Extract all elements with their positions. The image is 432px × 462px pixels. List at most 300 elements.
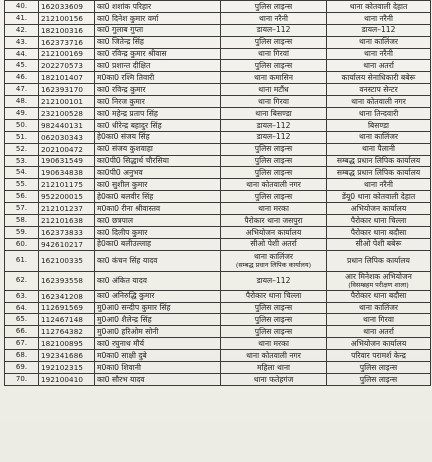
name-cell <box>95 155 221 167</box>
to-posting-cell-text: थाना पैलानी <box>361 144 396 154</box>
name-cell-text: का0 अनिरुद्धि कुमार <box>97 291 155 301</box>
pno-cell <box>39 302 95 314</box>
name-cell <box>95 72 221 84</box>
from-posting-cell <box>221 131 327 143</box>
from-posting-cell <box>221 326 327 338</box>
to-posting-cell <box>327 1 431 13</box>
serial-cell-text: 60. <box>15 239 28 248</box>
pno-cell-text: 162373833 <box>41 227 84 237</box>
from-posting-cell <box>221 302 327 314</box>
pno-cell-text: 182100316 <box>41 25 84 35</box>
name-cell <box>95 338 221 350</box>
name-cell <box>95 143 221 155</box>
serial-cell <box>5 12 39 24</box>
from-posting-cell <box>221 119 327 131</box>
to-posting-cell-text: थाना नरैनी <box>364 180 393 189</box>
serial-cell-text: 52. <box>15 144 28 153</box>
from-posting-cell-text: महिला थाना <box>256 362 291 372</box>
to-posting-cell <box>327 326 431 338</box>
serial-cell <box>5 271 39 290</box>
pno-cell <box>39 338 95 350</box>
serial-cell <box>5 60 39 72</box>
from-posting-cell-text: थाना फतेहगंज <box>253 374 294 384</box>
pno-cell <box>39 326 95 338</box>
to-posting-cell-note: (विसम्ब्रहम परीक्षण शाला) <box>348 280 409 289</box>
serial-cell-text: 55. <box>15 180 28 189</box>
from-posting-cell <box>221 1 327 13</box>
pno-cell-text: 212101175 <box>41 180 84 190</box>
from-posting-cell <box>221 48 327 60</box>
from-posting-cell-text: पुलिस लाइन्स <box>254 1 293 11</box>
pno-cell <box>39 167 95 179</box>
pno-cell-text: 212100156 <box>41 13 84 23</box>
pno-cell-text: 202270573 <box>41 61 84 71</box>
pno-cell <box>39 191 95 203</box>
from-posting-cell-text: पुलिस लाइन्स <box>254 315 293 325</box>
pno-cell <box>39 96 95 108</box>
from-posting-cell <box>221 362 327 374</box>
to-posting-cell <box>327 226 431 238</box>
table-row <box>5 131 431 143</box>
from-posting-cell <box>221 36 327 48</box>
table-row <box>5 215 431 227</box>
serial-cell-text: 41. <box>15 13 28 22</box>
table-row <box>5 191 431 203</box>
to-posting-cell <box>327 362 431 374</box>
serial-cell-text: 66. <box>15 327 28 336</box>
to-posting-cell <box>327 84 431 96</box>
pno-cell <box>39 143 95 155</box>
to-posting-cell-text: थाना नरैनी <box>364 49 393 59</box>
to-posting-cell-text: थाना कोतवाली नगर <box>351 96 406 106</box>
name-cell <box>95 203 221 215</box>
from-posting-cell <box>221 238 327 250</box>
to-posting-cell <box>327 48 431 60</box>
from-posting-cell-text: पुलिस लाइन्स <box>254 61 293 71</box>
serial-cell <box>5 36 39 48</box>
name-cell <box>95 179 221 191</box>
serial-cell-text: 54. <box>15 168 28 177</box>
name-cell-text: का0 संजय कुशवाहा <box>97 144 153 154</box>
pno-cell <box>39 271 95 290</box>
to-posting-cell <box>327 36 431 48</box>
to-posting-cell-text: अभियोजन कार्यालय <box>350 338 407 348</box>
pno-cell-text: 942610217 <box>41 239 84 249</box>
pno-cell-text: 162033609 <box>41 1 84 11</box>
roster-body <box>5 1 431 386</box>
pno-cell-text: 162393558 <box>41 276 84 286</box>
serial-cell <box>5 72 39 84</box>
transfer-roster-table <box>4 0 431 386</box>
table-row <box>5 338 431 350</box>
serial-cell-text: 40. <box>15 1 28 10</box>
from-posting-cell <box>221 84 327 96</box>
pno-cell-text: 192100410 <box>41 374 84 384</box>
serial-cell <box>5 362 39 374</box>
pno-cell <box>39 12 95 24</box>
name-cell-text: हे0का0 बलवीर सिंह <box>97 191 154 201</box>
to-posting-cell <box>327 131 431 143</box>
from-posting-cell-text: डायल–112 <box>256 275 291 285</box>
name-cell-text: का0 निरज कुमार <box>97 96 145 106</box>
from-posting-cell-text: थाना मरका <box>258 203 289 213</box>
pno-cell-text: 112691569 <box>41 303 84 313</box>
name-cell <box>95 271 221 290</box>
serial-cell <box>5 191 39 203</box>
to-posting-cell-text: पुलिस लाइन्स <box>359 374 398 384</box>
to-posting-cell-text: आर मिनेशक अभियोजन <box>345 272 412 282</box>
from-posting-cell <box>221 250 327 271</box>
to-posting-cell-text: सम्बद्ध प्रधान लिपिक कार्यालय <box>336 156 421 166</box>
table-row <box>5 362 431 374</box>
from-posting-cell <box>221 155 327 167</box>
name-cell-text: म0का0 रश्मि तिवारी <box>97 72 155 82</box>
from-posting-cell-text: थाना कालिंजर <box>253 252 294 262</box>
table-row <box>5 24 431 36</box>
serial-cell-text: 42. <box>15 25 28 34</box>
from-posting-cell <box>221 191 327 203</box>
pno-cell <box>39 155 95 167</box>
name-cell <box>95 96 221 108</box>
from-posting-cell-text: थाना कोतवाली नगर <box>246 180 301 189</box>
table-row <box>5 238 431 250</box>
pno-cell <box>39 119 95 131</box>
pno-cell-text: 192102315 <box>41 362 84 372</box>
name-cell <box>95 314 221 326</box>
pno-cell <box>39 1 95 13</box>
name-cell-text: का0 सुशील कुमार <box>97 180 148 189</box>
from-posting-cell <box>221 373 327 385</box>
from-posting-cell-text: पुलिस लाइन्स <box>254 303 293 313</box>
name-cell <box>95 362 221 374</box>
table-row <box>5 314 431 326</box>
serial-cell <box>5 290 39 302</box>
from-posting-cell-text: डायल–112 <box>256 132 291 142</box>
from-posting-cell <box>221 108 327 120</box>
pno-cell <box>39 131 95 143</box>
from-posting-cell <box>221 179 327 191</box>
serial-cell-text: 46. <box>15 73 28 82</box>
to-posting-cell-text: बिसण्डा <box>367 120 390 130</box>
name-cell-text: हे0का0 संजय सिंह <box>97 132 150 142</box>
to-posting-cell <box>327 155 431 167</box>
pno-cell-text: 952200015 <box>41 192 84 202</box>
to-posting-cell-text: पैरोकार थाना बदौसा <box>350 291 407 301</box>
to-posting-cell <box>327 203 431 215</box>
pno-cell <box>39 250 95 271</box>
from-posting-cell <box>221 96 327 108</box>
name-cell-text: का0 दिनेश कुमार वर्मा <box>97 13 159 23</box>
to-posting-cell <box>327 373 431 385</box>
to-posting-cell <box>327 215 431 227</box>
table-row <box>5 143 431 155</box>
from-posting-cell <box>221 215 327 227</box>
to-posting-cell <box>327 167 431 179</box>
to-posting-cell-text: सम्बद्ध प्रधान लिपिक कार्यालय <box>336 168 421 178</box>
to-posting-cell-text: थाना अतर्रा <box>363 61 394 71</box>
serial-cell <box>5 84 39 96</box>
pno-cell <box>39 203 95 215</box>
to-posting-cell-text: प्रधान लिपिक कार्यालय <box>347 255 410 265</box>
pno-cell-text: 162373716 <box>41 37 84 47</box>
name-cell <box>95 84 221 96</box>
name-cell-text: का0 सौरभ यादव <box>97 374 145 384</box>
to-posting-cell <box>327 302 431 314</box>
serial-cell <box>5 302 39 314</box>
serial-cell-text: 44. <box>15 49 28 58</box>
pno-cell-text: 202100472 <box>41 144 84 154</box>
name-cell <box>95 24 221 36</box>
from-posting-cell-text: पैरोकार थाना चिल्ला <box>245 291 302 301</box>
from-posting-cell-text: पुलिस लाइन्स <box>254 37 293 47</box>
from-posting-cell-text: पुलिस लाइन्स <box>254 327 293 337</box>
to-posting-cell <box>327 271 431 290</box>
serial-cell-text: 61. <box>15 256 28 265</box>
table-row <box>5 72 431 84</box>
table-row <box>5 96 431 108</box>
to-posting-cell <box>327 191 431 203</box>
serial-cell-text: 65. <box>15 315 28 324</box>
serial-cell-text: 50. <box>15 120 28 129</box>
name-cell <box>95 373 221 385</box>
pno-cell-text: 162393170 <box>41 85 84 95</box>
to-posting-cell-text: पुलिस लाइन्स <box>359 362 398 372</box>
to-posting-cell-text: सीओ पेशी बबेरू <box>355 239 402 249</box>
to-posting-cell-text: थाना कोतवाली देहात <box>349 1 408 11</box>
name-cell-text: म0का0 शिवानी <box>97 362 141 372</box>
from-posting-cell-text: थाना गिरवा <box>258 96 289 106</box>
table-row <box>5 179 431 191</box>
from-posting-cell-text: पुलिस लाइन्स <box>254 144 293 154</box>
serial-cell-text: 69. <box>15 362 28 371</box>
serial-cell-text: 49. <box>15 108 28 117</box>
to-posting-cell-text: थाना कालिंजर <box>358 37 399 47</box>
serial-cell-text: 62. <box>15 276 28 285</box>
table-row <box>5 155 431 167</box>
name-cell-text: का0 जितेन्द्र सिंह <box>97 37 144 47</box>
name-cell <box>95 36 221 48</box>
serial-cell <box>5 48 39 60</box>
serial-cell <box>5 108 39 120</box>
to-posting-cell <box>327 250 431 271</box>
to-posting-cell-text: थाना अतर्रा <box>363 327 394 337</box>
table-row <box>5 36 431 48</box>
to-posting-cell-text: थाना गिरवा <box>363 315 394 325</box>
to-posting-cell-text: थाना कालिंजर <box>358 303 399 313</box>
table-row <box>5 167 431 179</box>
to-posting-cell <box>327 314 431 326</box>
table-row <box>5 1 431 13</box>
table-row <box>5 250 431 271</box>
serial-cell <box>5 314 39 326</box>
to-posting-cell-text: डेंयू0 थाना कोतवाली देहात <box>341 191 416 201</box>
name-cell <box>95 250 221 271</box>
serial-cell-text: 59. <box>15 227 28 236</box>
name-cell-text: का0 दिलीप कुमार <box>97 227 148 237</box>
pno-cell-text: 162100335 <box>41 256 84 266</box>
serial-cell <box>5 250 39 271</box>
serial-cell-text: 68. <box>15 351 28 360</box>
table-row <box>5 84 431 96</box>
from-posting-cell <box>221 12 327 24</box>
pno-cell-text: 112467148 <box>41 315 84 325</box>
name-cell <box>95 60 221 72</box>
to-posting-cell <box>327 290 431 302</box>
serial-cell-text: 63. <box>15 291 28 300</box>
name-cell <box>95 302 221 314</box>
to-posting-cell-text: अभियोजन कार्यालय <box>350 203 407 213</box>
table-row <box>5 302 431 314</box>
serial-cell-text: 58. <box>15 215 28 224</box>
name-cell-text: का0 गुलाब गुप्ता <box>97 25 144 35</box>
pno-cell <box>39 48 95 60</box>
name-cell-text: का0 महेन्द्र प्रताप सिंह <box>97 108 158 118</box>
pno-cell-text: 112764382 <box>41 327 84 337</box>
name-cell-text: का0 धीरेन्द्र बहादुर सिंह <box>97 120 162 130</box>
table-row <box>5 48 431 60</box>
name-cell-text: का0 छत्रपाल <box>97 215 133 225</box>
pno-cell <box>39 72 95 84</box>
from-posting-cell-text: पुलिस लाइन्स <box>254 191 293 201</box>
to-posting-cell-text: थाना कालिंजर <box>358 132 399 142</box>
pno-cell <box>39 60 95 72</box>
name-cell <box>95 238 221 250</box>
from-posting-cell-text: सीओ पेशी अतर्रा <box>250 239 297 249</box>
pno-cell-text: 182100895 <box>41 339 84 349</box>
pno-cell-text: 212100101 <box>41 96 84 106</box>
name-cell-text: मु0आ0 हरिओम सोनी <box>97 327 159 337</box>
from-posting-cell <box>221 203 327 215</box>
pno-cell-text: 212101237 <box>41 203 84 213</box>
name-cell-text: का0 शशांक परिहार <box>97 1 152 11</box>
name-cell-text: का0 रघुनाथ मौर्य <box>97 338 144 348</box>
serial-cell <box>5 238 39 250</box>
serial-cell-text: 43. <box>15 37 28 46</box>
serial-cell <box>5 338 39 350</box>
pno-cell-text: 232100528 <box>41 108 84 118</box>
serial-cell-text: 70. <box>15 374 28 383</box>
pno-cell-text: 182101407 <box>41 73 84 83</box>
from-posting-cell-text: डायल–112 <box>256 25 291 35</box>
name-cell <box>95 226 221 238</box>
from-posting-cell-text: थाना गिरवां <box>258 49 289 59</box>
pno-cell <box>39 36 95 48</box>
from-posting-cell <box>221 143 327 155</box>
serial-cell <box>5 373 39 385</box>
to-posting-cell <box>327 96 431 108</box>
to-posting-cell <box>327 108 431 120</box>
table-row <box>5 60 431 72</box>
serial-cell <box>5 24 39 36</box>
name-cell-text: का0 प्रशान्त दीक्षित <box>97 61 151 71</box>
from-posting-cell <box>221 72 327 84</box>
serial-cell <box>5 155 39 167</box>
table-row <box>5 271 431 290</box>
name-cell <box>95 1 221 13</box>
table-row <box>5 290 431 302</box>
from-posting-cell <box>221 314 327 326</box>
table-row <box>5 119 431 131</box>
pno-cell <box>39 350 95 362</box>
to-posting-cell <box>327 238 431 250</box>
table-row <box>5 203 431 215</box>
from-posting-cell-text: डायल–112 <box>256 120 291 130</box>
name-cell-text: का0पी0 अनुभव <box>97 168 143 178</box>
pno-cell <box>39 238 95 250</box>
to-posting-cell <box>327 179 431 191</box>
name-cell-text: का0 रविन्द्र कुमार श्रीवास <box>97 49 167 59</box>
pno-cell <box>39 108 95 120</box>
serial-cell <box>5 179 39 191</box>
serial-cell-text: 57. <box>15 204 28 213</box>
name-cell <box>95 108 221 120</box>
serial-cell <box>5 131 39 143</box>
from-posting-cell <box>221 60 327 72</box>
from-posting-cell <box>221 290 327 302</box>
name-cell <box>95 326 221 338</box>
from-posting-cell <box>221 24 327 36</box>
from-posting-cell-text: पुलिस लाइन्स <box>254 168 293 178</box>
pno-cell <box>39 226 95 238</box>
to-posting-cell-text: परिवार परामर्श केन्द्र <box>351 350 406 360</box>
name-cell <box>95 12 221 24</box>
pno-cell-text: 190634838 <box>41 168 84 178</box>
serial-cell-text: 48. <box>15 97 28 106</box>
to-posting-cell <box>327 12 431 24</box>
to-posting-cell <box>327 338 431 350</box>
from-posting-cell-note: (सम्बद्ध प्रधान लिपिक कार्यालय) <box>235 260 312 269</box>
from-posting-cell <box>221 338 327 350</box>
to-posting-cell-text: वनस्टाप सेन्टर <box>359 84 398 94</box>
serial-cell-text: 56. <box>15 192 28 201</box>
serial-cell <box>5 326 39 338</box>
serial-cell-text: 51. <box>15 132 28 141</box>
name-cell-text: का0 अंकित यादव <box>97 275 148 285</box>
to-posting-cell-text: थाना नरैनी <box>364 13 393 23</box>
name-cell-text: मु0आ0 शैलेन्द्र सिंह <box>97 315 152 325</box>
name-cell <box>95 350 221 362</box>
to-posting-cell-text: डायल–112 <box>361 25 396 35</box>
pno-cell <box>39 215 95 227</box>
from-posting-cell-text: थाना बिसण्डा <box>255 108 292 118</box>
to-posting-cell-text: थाना तिन्दवारी <box>358 108 399 118</box>
to-posting-cell <box>327 350 431 362</box>
serial-cell <box>5 1 39 13</box>
to-posting-cell <box>327 24 431 36</box>
serial-cell-text: 47. <box>15 85 28 94</box>
from-posting-cell <box>221 271 327 290</box>
name-cell <box>95 290 221 302</box>
pno-cell <box>39 290 95 302</box>
serial-cell-text: 67. <box>15 339 28 348</box>
to-posting-cell <box>327 60 431 72</box>
pno-cell-text: 982440131 <box>41 120 84 130</box>
pno-cell <box>39 314 95 326</box>
from-posting-cell-text: थाना नरैनी <box>259 13 288 23</box>
name-cell-text: हे0का0 बलीउल्लाह <box>97 239 152 249</box>
pno-cell <box>39 24 95 36</box>
pno-cell-text: 212101638 <box>41 215 84 225</box>
to-posting-cell-text: कार्यालय सेनाधिकारी बबेरू <box>341 72 416 82</box>
pno-cell-text: 190631549 <box>41 156 84 166</box>
serial-cell <box>5 96 39 108</box>
serial-cell <box>5 203 39 215</box>
from-posting-cell-text: थाना कोतवाली नगर <box>246 350 301 360</box>
serial-cell <box>5 226 39 238</box>
name-cell-text: म0का0 रीना श्रीवास्तव <box>97 203 161 213</box>
from-posting-cell-text: अभियोजन कार्यालय <box>245 227 302 237</box>
name-cell-text: मु0आ0 सन्दीप कुमार सिंह <box>97 303 171 313</box>
